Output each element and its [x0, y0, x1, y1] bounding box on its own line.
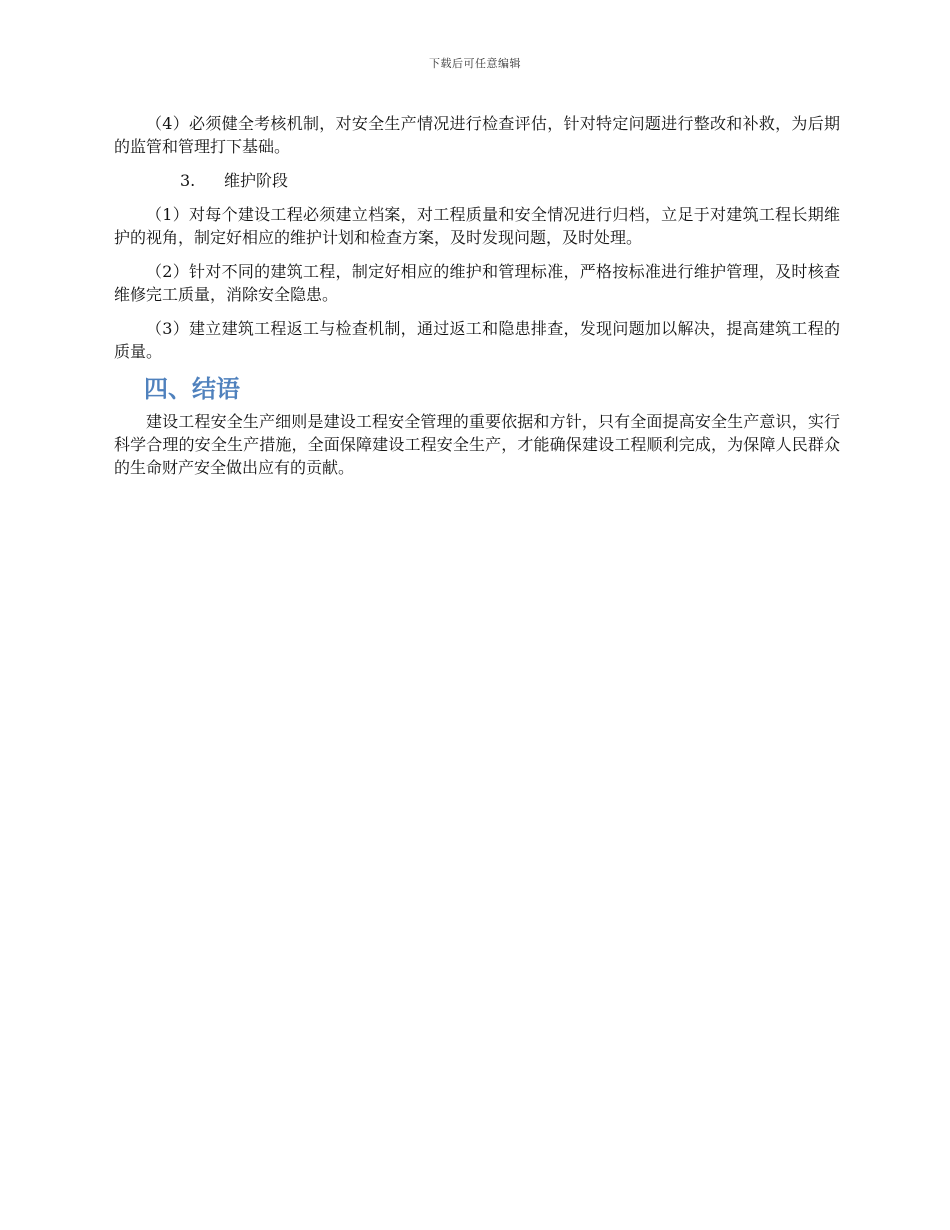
- paragraph-maintenance-3: （3）建立建筑工程返工与检查机制，通过返工和隐患排查，发现问题加以解决，提高建筑工程的质量。: [114, 319, 840, 361]
- subheading-number: 3.: [180, 171, 196, 190]
- page-header: 下载后可任意编辑: [429, 57, 521, 70]
- section-heading-conclusion: 四、结语: [144, 375, 240, 403]
- paragraph-maintenance-2: （2）针对不同的建筑工程，制定好相应的维护和管理标准，严格按标准进行维护管理，及时核查维修完工质量，消除安全隐患。: [114, 262, 840, 304]
- document-body: [114, 112, 840, 490]
- subheading-maintenance-stage: [114, 169, 840, 192]
- paragraph-item-4: （4）必须健全考核机制，对安全生产情况进行检查评估，针对特定问题进行整改和补救，为后期的监管和管理打下基础。: [114, 114, 840, 156]
- subheading-title: 维护阶段: [224, 171, 289, 190]
- paragraph-conclusion: 建设工程安全生产细则是建设工程安全管理的重要依据和方针，只有全面提高安全生产意识，实行科学合理的安全生产措施，全面保障建设工程安全生产，才能确保建设工程顺利完成，为保障人民群众的生命财产安全做出应有的贡献。: [114, 412, 840, 477]
- paragraph-maintenance-1: （1）对每个建设工程必须建立档案，对工程质量和安全情况进行归档，立足于对建筑工程长期维护的视角，制定好相应的维护计划和检查方案，及时发现问题，及时处理。: [114, 205, 840, 247]
